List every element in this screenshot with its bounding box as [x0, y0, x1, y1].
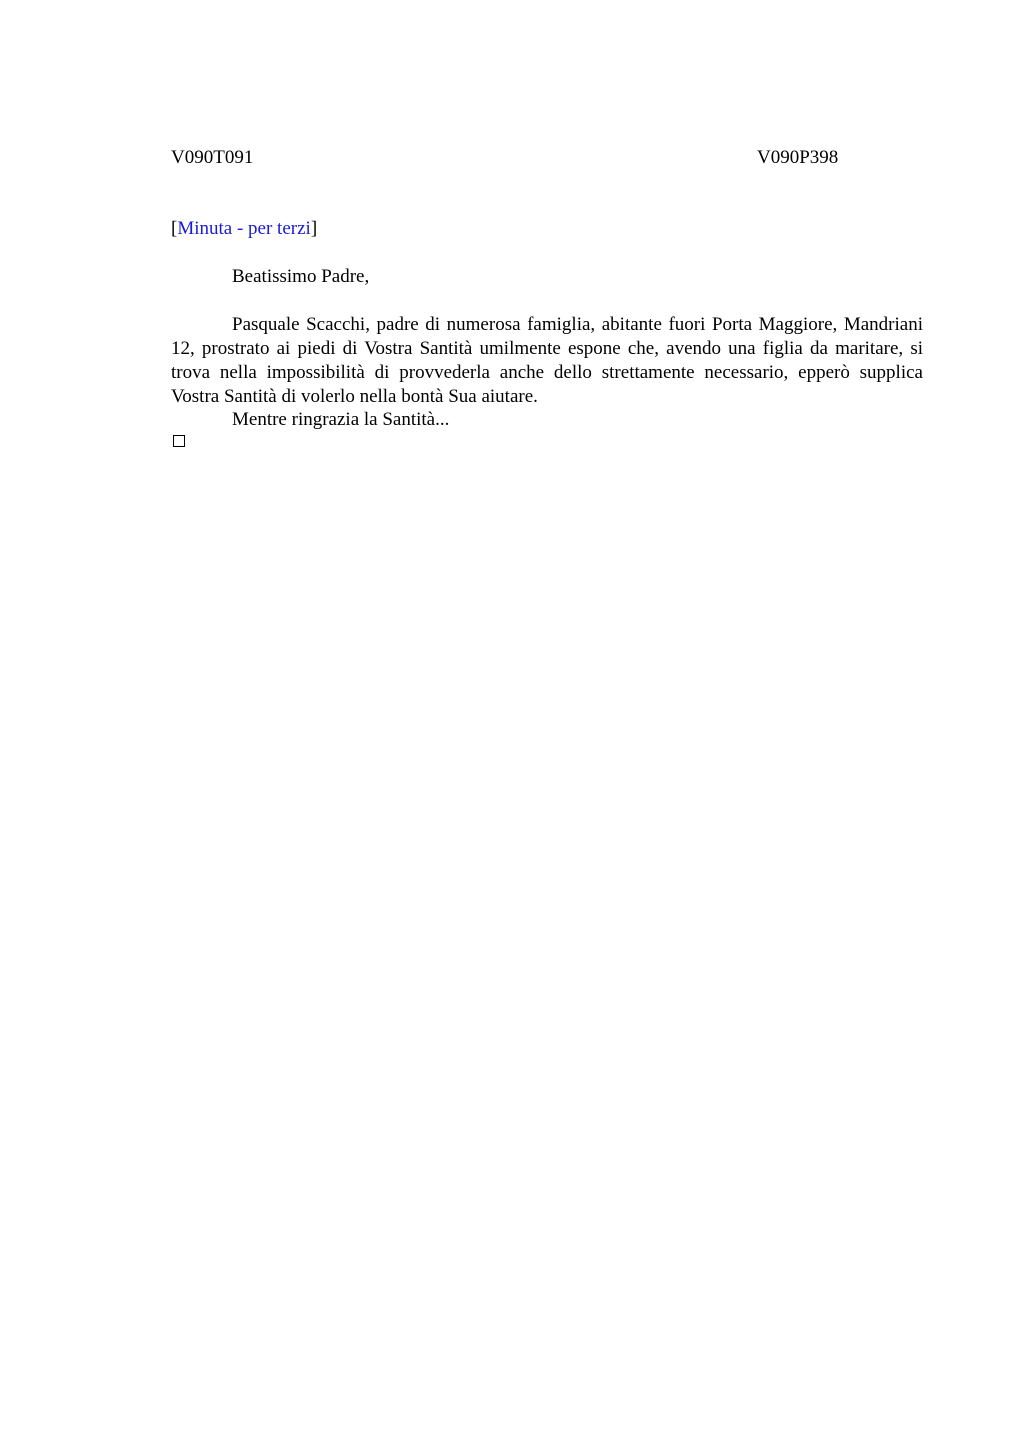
note-open-bracket: [ [171, 218, 178, 239]
document-id-right: V090P398 [757, 147, 839, 168]
empty-square-icon [173, 435, 185, 447]
letter-salutation: Beatissimo Padre, [232, 266, 370, 287]
document-id-left: V090T091 [171, 147, 254, 168]
letter-body: Pasquale Scacchi, padre di numerosa famiglia, abitante fuori Porta Maggiore, Mandriani 12, prostrato ai piedi di Vostra Santità umilmente espone che, avendo una figlia da maritare, si trova nella impossibilità di provvederla anche dello strettamente necessario, epperò supplica Vostra Santità di volerlo nella bontà Sua aiutare. [171, 314, 923, 407]
editorial-note [171, 217, 317, 241]
note-label-link[interactable]: Minuta - per terzi [177, 218, 311, 239]
letter-closing: Mentre ringrazia la Santità... [232, 409, 450, 430]
note-close-bracket: ] [310, 218, 318, 239]
